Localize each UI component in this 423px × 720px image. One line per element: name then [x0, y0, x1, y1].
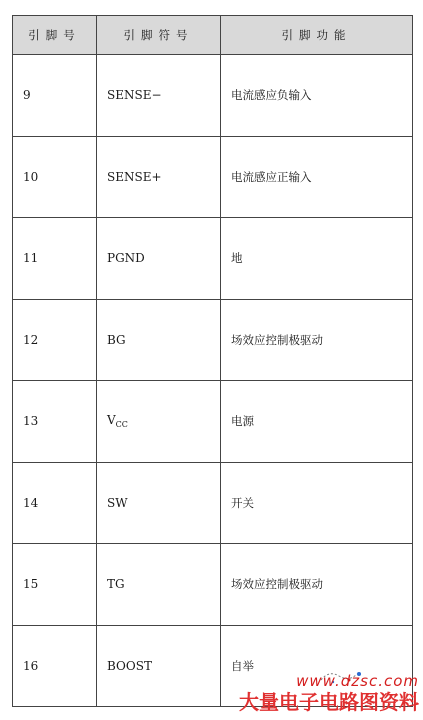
- header-pin-number: 引脚号: [13, 16, 97, 55]
- watermark-name: 大量电子电路图资料: [239, 690, 419, 714]
- pin-number: 16: [13, 625, 97, 707]
- pin-symbol: SW: [97, 462, 221, 544]
- pin-symbol: TG: [97, 544, 221, 626]
- pin-function: 地: [221, 218, 413, 300]
- pin-number: 13: [13, 381, 97, 463]
- pin-number: 15: [13, 544, 97, 626]
- pin-function: 电源: [221, 381, 413, 463]
- pin-symbol-subscript: CC: [115, 420, 128, 430]
- table-header-row: [13, 16, 413, 55]
- pin-symbol: SENSE+: [97, 136, 221, 218]
- table-row: [13, 136, 413, 218]
- pin-symbol: BOOST: [97, 625, 221, 707]
- pin-function: 电流感应正输入: [221, 136, 413, 218]
- pin-number: 12: [13, 299, 97, 381]
- pin-symbol: PGND: [97, 218, 221, 300]
- table-row: [13, 299, 413, 381]
- pin-function: 场效应控制极驱动: [221, 299, 413, 381]
- header-pin-symbol: 引脚符号: [97, 16, 221, 55]
- pin-number: 9: [13, 55, 97, 137]
- pin-function: 场效应控制极驱动: [221, 544, 413, 626]
- pin-number: 14: [13, 462, 97, 544]
- pin-symbol: [97, 381, 221, 463]
- pin-symbol-main: V: [107, 413, 116, 428]
- watermark-url: www.dzsc.com: [296, 672, 419, 690]
- pin-number: 10: [13, 136, 97, 218]
- header-pin-function: 引脚功能: [221, 16, 413, 55]
- watermark: [239, 674, 419, 712]
- pin-number: 11: [13, 218, 97, 300]
- pin-function: 开关: [221, 462, 413, 544]
- table-row: [13, 55, 413, 137]
- table-row: [13, 462, 413, 544]
- pin-function: 自举: [221, 625, 413, 707]
- table-row: [13, 218, 413, 300]
- pin-symbol: BG: [97, 299, 221, 381]
- pin-function-table: [12, 15, 413, 707]
- table-row: [13, 381, 413, 463]
- pin-symbol: SENSE−: [97, 55, 221, 137]
- table-row: [13, 544, 413, 626]
- pin-function: 电流感应负输入: [221, 55, 413, 137]
